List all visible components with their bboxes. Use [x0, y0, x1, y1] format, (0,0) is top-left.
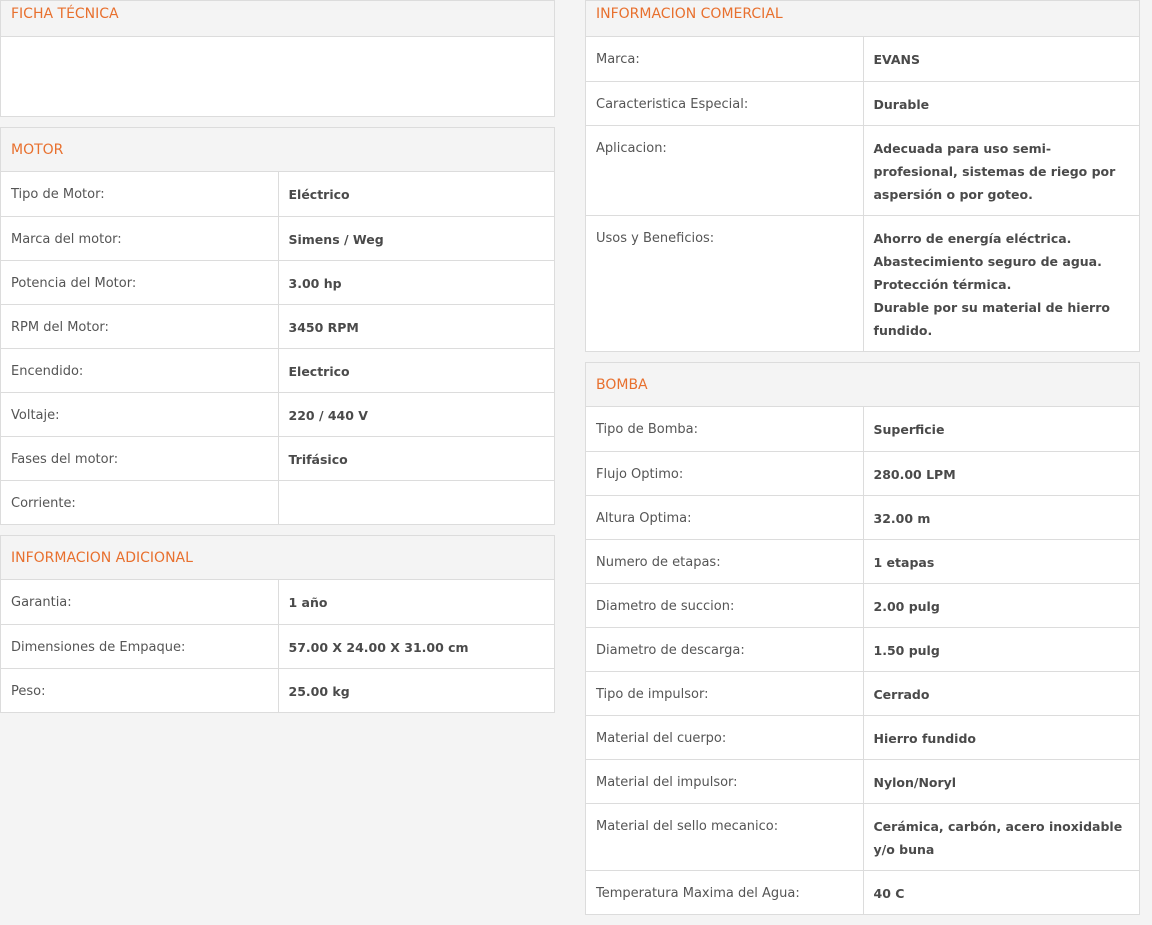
section-title: INFORMACION COMERCIAL: [586, 1, 1139, 37]
table-row: [586, 870, 1139, 914]
row-value: EVANS: [873, 52, 921, 67]
section-title: INFORMACION ADICIONAL: [1, 536, 554, 580]
row-value: Nylon/Noryl: [863, 759, 1139, 803]
row-value: 1.50 pulg: [863, 627, 1139, 671]
row-label: Material del sello mecanico:: [586, 803, 863, 870]
row-label: Tipo de impulsor:: [586, 671, 863, 715]
row-value: [278, 480, 554, 524]
row-label: Tipo de Bomba:: [586, 407, 863, 451]
row-label: Fases del motor:: [1, 436, 278, 480]
row-value: 280.00 LPM: [863, 451, 1139, 495]
row-label: Caracteristica Especial:: [586, 81, 863, 125]
table-row: [586, 759, 1139, 803]
motor-section: [0, 127, 555, 525]
bomba-section: [585, 362, 1140, 915]
benefit-line: Ahorro de energía eléctrica.: [873, 230, 1072, 246]
row-value: [863, 215, 1139, 351]
row-label: Usos y Beneficios:: [586, 215, 863, 351]
row-label: Potencia del Motor:: [1, 260, 278, 304]
row-label: RPM del Motor:: [1, 304, 278, 348]
table-row: [1, 624, 554, 668]
comercial-table: [586, 37, 1139, 351]
row-label: Corriente:: [1, 480, 278, 524]
section-title: BOMBA: [586, 363, 1139, 407]
row-label: Marca:: [586, 37, 863, 81]
row-value: Cerrado: [863, 671, 1139, 715]
table-row: [586, 451, 1139, 495]
table-row: [586, 125, 1139, 215]
row-value: 40 C: [863, 870, 1139, 914]
benefit-line: Durable por su material de hierro fundido.: [873, 299, 1110, 338]
row-value: Cerámica, carbón, acero inoxidable y/o buna: [863, 803, 1139, 870]
table-row: [586, 37, 1139, 81]
row-value: 1 año: [288, 595, 328, 610]
table-row: [1, 580, 554, 624]
motor-table: [1, 172, 554, 524]
benefit-line: Abastecimiento seguro de agua.: [873, 253, 1102, 269]
table-row: [586, 583, 1139, 627]
section-title: FICHA TÉCNICA: [1, 1, 554, 37]
table-row: [1, 216, 554, 260]
row-label: Tipo de Motor:: [1, 172, 278, 216]
table-row: [1, 668, 554, 712]
table-row: [1, 304, 554, 348]
row-value: Trifásico: [278, 436, 554, 480]
row-label: Peso:: [1, 668, 278, 712]
table-row: [1, 260, 554, 304]
table-row: [586, 495, 1139, 539]
row-value: 57.00 X 24.00 X 31.00 cm: [278, 624, 554, 668]
row-value: Eléctrico: [288, 187, 350, 202]
row-value: Durable: [863, 81, 1139, 125]
adicional-table: [1, 580, 554, 712]
row-value: 220 / 440 V: [278, 392, 554, 436]
bomba-table: [586, 407, 1139, 914]
row-label: Temperatura Maxima del Agua:: [586, 870, 863, 914]
row-label: Marca del motor:: [1, 216, 278, 260]
row-value: Adecuada para uso semi-profesional, sistemas de riego por aspersión o por goteo.: [863, 125, 1139, 215]
row-value: Hierro fundido: [863, 715, 1139, 759]
row-value: 3.00 hp: [278, 260, 554, 304]
table-row: [1, 348, 554, 392]
benefit-line: Protección térmica.: [873, 276, 1012, 292]
table-row: [1, 480, 554, 524]
table-row: [586, 215, 1139, 351]
table-row: [1, 436, 554, 480]
row-label: Material del cuerpo:: [586, 715, 863, 759]
table-row: [1, 392, 554, 436]
table-row: [586, 81, 1139, 125]
row-value: Electrico: [278, 348, 554, 392]
left-column: [0, 0, 555, 723]
row-value: 25.00 kg: [278, 668, 554, 712]
ficha-tecnica-section: [0, 0, 555, 117]
row-value: Simens / Weg: [278, 216, 554, 260]
row-label: Dimensiones de Empaque:: [1, 624, 278, 668]
informacion-adicional-section: [0, 535, 555, 713]
row-label: Diametro de succion:: [586, 583, 863, 627]
row-label: Garantia:: [1, 580, 278, 624]
informacion-comercial-section: [585, 0, 1140, 352]
table-row: [586, 407, 1139, 451]
ficha-tecnica-body: [1, 37, 554, 116]
row-label: Voltaje:: [1, 392, 278, 436]
table-row: [1, 172, 554, 216]
row-label: Diametro de descarga:: [586, 627, 863, 671]
row-label: Encendido:: [1, 348, 278, 392]
row-label: Altura Optima:: [586, 495, 863, 539]
row-label: Numero de etapas:: [586, 539, 863, 583]
table-row: [586, 715, 1139, 759]
row-value: Superficie: [873, 422, 945, 437]
table-row: [586, 803, 1139, 870]
row-value: 1 etapas: [863, 539, 1139, 583]
row-value: 32.00 m: [863, 495, 1139, 539]
row-label: Material del impulsor:: [586, 759, 863, 803]
table-row: [586, 671, 1139, 715]
table-row: [586, 627, 1139, 671]
row-label: Aplicacion:: [586, 125, 863, 215]
row-value: 2.00 pulg: [863, 583, 1139, 627]
row-value: 3450 RPM: [278, 304, 554, 348]
right-column: [585, 0, 1140, 925]
section-title: MOTOR: [1, 128, 554, 172]
table-row: [586, 539, 1139, 583]
row-label: Flujo Optimo:: [586, 451, 863, 495]
